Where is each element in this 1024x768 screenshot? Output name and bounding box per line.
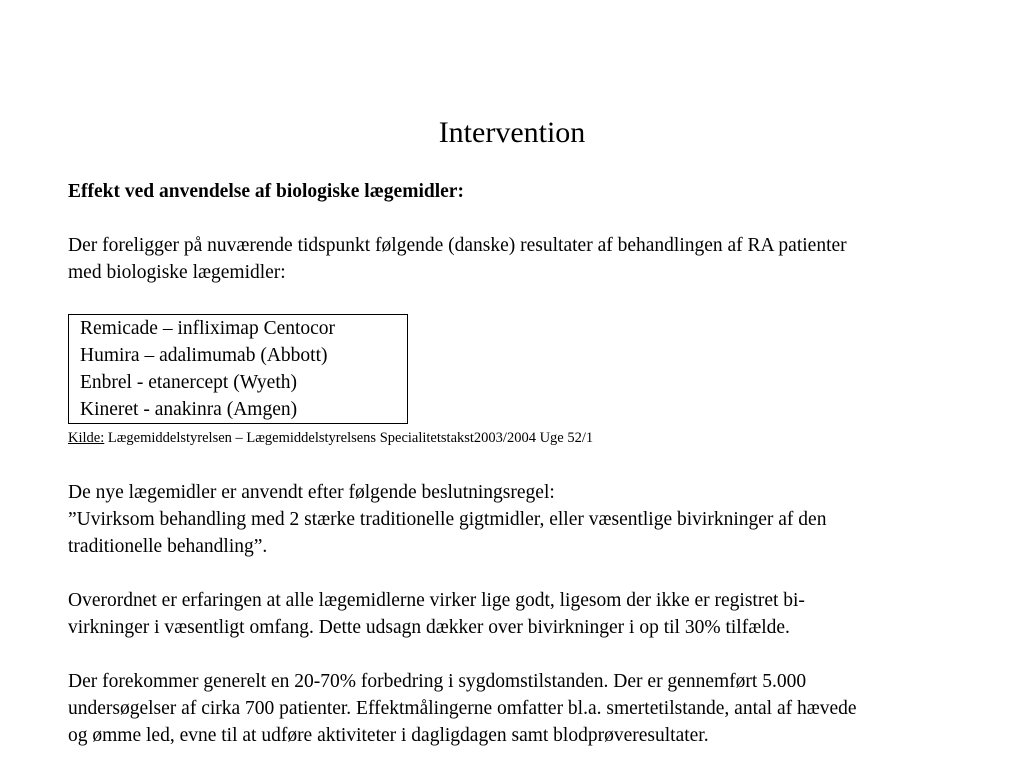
source-text: Lægemiddelstyrelsen – Lægemiddelstyrelsens Specialitetstakst2003/2004 Uge 52/1 bbox=[104, 430, 594, 446]
source-label: Kilde: bbox=[68, 430, 105, 446]
intro-line-1: Der foreligger på nuværende tidspunkt følgende (danske) resultater af behandlingen af RA patienter bbox=[68, 235, 847, 256]
drug-item-enbrel: Enbrel - etanercept (Wyeth) bbox=[80, 372, 297, 393]
section-heading: Effekt ved anvendelse af biologiske lægemidler: bbox=[68, 181, 464, 202]
source-citation bbox=[68, 428, 593, 448]
results-line-3: og ømme led, evne til at udføre aktiviteter i dagligdagen samt blodprøveresultater. bbox=[68, 725, 709, 746]
drug-item-humira: Humira – adalimumab (Abbott) bbox=[80, 345, 328, 366]
results-line-2: undersøgelser af cirka 700 patienter. Effektmålingerne omfatter bl.a. smertetilstande, antal af hævede bbox=[68, 698, 857, 719]
experience-line-1: Overordnet er erfaringen at alle lægemidlerne virker lige godt, ligesom der ikke er registret bi- bbox=[68, 590, 805, 611]
experience-line-2: virkninger i væsentligt omfang. Dette udsagn dækker over bivirkninger i op til 30% tilfælde. bbox=[68, 617, 790, 638]
slide-title: Intervention bbox=[438, 116, 586, 149]
drug-list-box bbox=[68, 314, 408, 424]
drug-item-remicade: Remicade – infliximap Centocor bbox=[80, 318, 336, 339]
rule-line-2: ”Uvirksom behandling med 2 stærke traditionelle gigtmidler, eller væsentlige bivirkninger af den bbox=[68, 509, 827, 530]
results-line-1: Der forekommer generelt en 20-70% forbedring i sygdomstilstanden. Der er gennemført 5.000 bbox=[68, 671, 807, 692]
intro-line-2: med biologiske lægemidler: bbox=[68, 262, 286, 283]
rule-line-3: traditionelle behandling”. bbox=[68, 536, 268, 557]
drug-item-kineret: Kineret - anakinra (Amgen) bbox=[80, 399, 298, 420]
rule-line-1: De nye lægemidler er anvendt efter følgende beslutningsregel: bbox=[68, 482, 555, 503]
